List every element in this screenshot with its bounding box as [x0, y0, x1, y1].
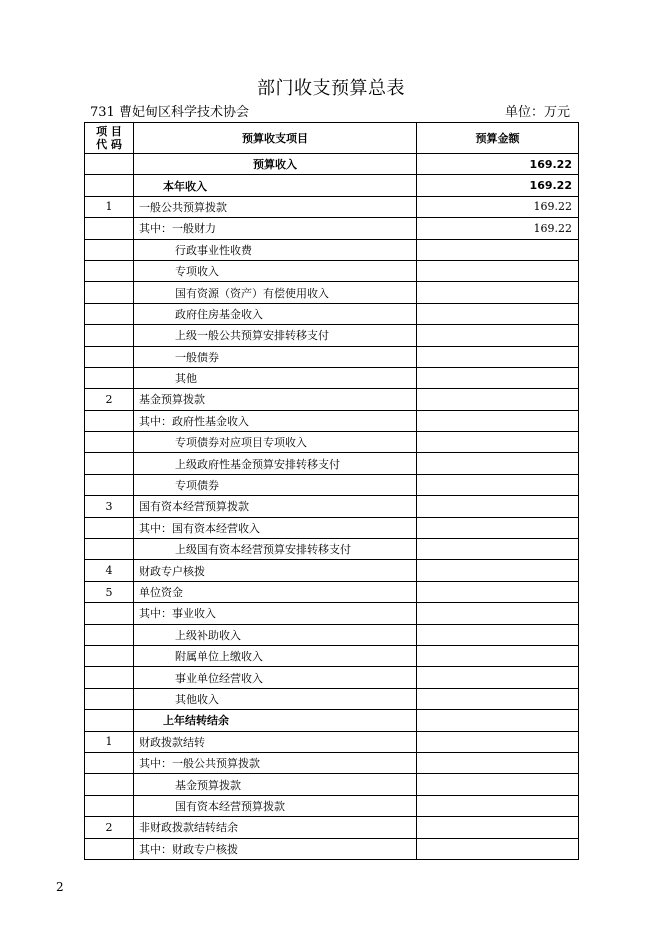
- row-code: [85, 154, 134, 175]
- row-code: [85, 688, 134, 709]
- table-row: [85, 645, 579, 666]
- table-row: [85, 752, 579, 773]
- row-label: 上级政府性基金预算安排转移支付: [134, 453, 417, 474]
- row-label: 事业单位经营收入: [134, 667, 417, 688]
- row-label: 行政事业性收费: [134, 239, 417, 260]
- row-amount: [417, 282, 579, 303]
- row-label: 上级一般公共预算安排转移支付: [134, 325, 417, 346]
- table-row: [85, 560, 579, 581]
- row-code: [85, 346, 134, 367]
- table-row: [85, 175, 579, 196]
- row-amount: [417, 239, 579, 260]
- row-code: [85, 175, 134, 196]
- row-amount: [417, 603, 579, 624]
- header-code-line1: 项 目: [96, 125, 122, 138]
- row-amount: [417, 667, 579, 688]
- row-label: 非财政拨款结转结余: [134, 817, 417, 838]
- row-label: 一般债券: [134, 346, 417, 367]
- table-row: [85, 688, 579, 709]
- row-amount: 169.22: [417, 196, 579, 217]
- row-amount: [417, 710, 579, 731]
- row-code: [85, 795, 134, 816]
- row-code: [85, 410, 134, 431]
- row-amount: [417, 838, 579, 859]
- row-code: [85, 432, 134, 453]
- row-amount: [417, 688, 579, 709]
- table-row: [85, 731, 579, 752]
- row-label: 本年收入: [134, 175, 417, 196]
- row-amount: [417, 325, 579, 346]
- table-row: [85, 474, 579, 495]
- row-label: 其中：国有资本经营收入: [134, 517, 417, 538]
- row-code: 4: [85, 560, 134, 581]
- row-code: 3: [85, 496, 134, 517]
- row-label: 附属单位上缴收入: [134, 645, 417, 666]
- row-amount: 169.22: [417, 154, 579, 175]
- row-label: 其中：一般财力: [134, 218, 417, 239]
- row-code: [85, 517, 134, 538]
- row-label: 一般公共预算拨款: [134, 196, 417, 217]
- row-code: [85, 774, 134, 795]
- row-label: 其他收入: [134, 688, 417, 709]
- row-label: 其中：一般公共预算拨款: [134, 752, 417, 773]
- row-code: [85, 624, 134, 645]
- row-amount: [417, 731, 579, 752]
- row-amount: [417, 581, 579, 602]
- row-label: 其中：事业收入: [134, 603, 417, 624]
- table-row: [85, 260, 579, 281]
- row-label: 财政拨款结转: [134, 731, 417, 752]
- table-row: [85, 710, 579, 731]
- row-amount: [417, 624, 579, 645]
- row-code: [85, 474, 134, 495]
- row-code: [85, 667, 134, 688]
- row-label: 国有资源（资产）有偿使用收入: [134, 282, 417, 303]
- row-label: 专项债券: [134, 474, 417, 495]
- row-label: 预算收入: [134, 154, 417, 175]
- row-amount: [417, 539, 579, 560]
- header-code: [85, 123, 134, 154]
- row-amount: [417, 303, 579, 324]
- row-code: [85, 453, 134, 474]
- row-amount: [417, 432, 579, 453]
- row-amount: [417, 645, 579, 666]
- row-label: 专项债券对应项目专项收入: [134, 432, 417, 453]
- row-label: 基金预算拨款: [134, 389, 417, 410]
- table-row: [85, 389, 579, 410]
- table-row: [85, 303, 579, 324]
- row-code: [85, 260, 134, 281]
- table-row: [85, 218, 579, 239]
- row-code: [85, 603, 134, 624]
- row-amount: [417, 752, 579, 773]
- table-row: [85, 196, 579, 217]
- row-amount: [417, 496, 579, 517]
- row-amount: [417, 367, 579, 388]
- row-amount: 169.22: [417, 218, 579, 239]
- row-label: 其他: [134, 367, 417, 388]
- row-amount: [417, 346, 579, 367]
- row-code: [85, 325, 134, 346]
- row-amount: [417, 453, 579, 474]
- table-row: [85, 325, 579, 346]
- table-row: [85, 838, 579, 859]
- row-code: [85, 303, 134, 324]
- row-label: 政府住房基金收入: [134, 303, 417, 324]
- table-row: [85, 774, 579, 795]
- table-row: [85, 624, 579, 645]
- row-code: 2: [85, 389, 134, 410]
- row-label: 国有资本经营预算拨款: [134, 795, 417, 816]
- row-label: 其中：政府性基金收入: [134, 410, 417, 431]
- row-label: 国有资本经营预算拨款: [134, 496, 417, 517]
- row-code: [85, 282, 134, 303]
- row-label: 基金预算拨款: [134, 774, 417, 795]
- row-label: 上级国有资本经营预算安排转移支付: [134, 539, 417, 560]
- row-code: [85, 710, 134, 731]
- row-code: [85, 218, 134, 239]
- row-amount: [417, 774, 579, 795]
- row-amount: [417, 560, 579, 581]
- table-row: [85, 367, 579, 388]
- table-header-row: [85, 123, 579, 154]
- row-code: 1: [85, 196, 134, 217]
- row-label: 上级补助收入: [134, 624, 417, 645]
- header-item: 预算收支项目: [134, 123, 417, 154]
- row-label: 上年结转结余: [134, 710, 417, 731]
- table-row: [85, 432, 579, 453]
- row-amount: [417, 410, 579, 431]
- table-row: [85, 410, 579, 431]
- row-amount: [417, 817, 579, 838]
- table-row: [85, 667, 579, 688]
- budget-table: [84, 122, 579, 860]
- header-code-line2: 代 码: [96, 138, 122, 151]
- row-code: 5: [85, 581, 134, 602]
- table-row: [85, 795, 579, 816]
- organization-name: 731 曹妃甸区科学技术协会: [90, 105, 249, 120]
- row-amount: [417, 517, 579, 538]
- table-row: [85, 517, 579, 538]
- table-row: [85, 154, 579, 175]
- row-code: 2: [85, 817, 134, 838]
- table-row: [85, 282, 579, 303]
- row-amount: [417, 474, 579, 495]
- table-row: [85, 346, 579, 367]
- row-amount: [417, 795, 579, 816]
- table-row: [85, 539, 579, 560]
- row-amount: 169.22: [417, 175, 579, 196]
- row-amount: [417, 389, 579, 410]
- row-code: [85, 838, 134, 859]
- header-amount: 预算金额: [417, 123, 579, 154]
- row-amount: [417, 260, 579, 281]
- row-label: 财政专户核拨: [134, 560, 417, 581]
- table-row: [85, 239, 579, 260]
- row-code: [85, 752, 134, 773]
- table-row: [85, 581, 579, 602]
- page-number: 2: [56, 880, 64, 894]
- row-label: 专项收入: [134, 260, 417, 281]
- row-code: [85, 367, 134, 388]
- row-code: [85, 539, 134, 560]
- table-row: [85, 603, 579, 624]
- row-code: [85, 645, 134, 666]
- table-row: [85, 496, 579, 517]
- table-row: [85, 453, 579, 474]
- row-label: 其中：财政专户核拨: [134, 838, 417, 859]
- page-title: 部门收支预算总表: [257, 78, 405, 99]
- row-code: [85, 239, 134, 260]
- table-row: [85, 817, 579, 838]
- row-code: 1: [85, 731, 134, 752]
- unit-label: 单位：万元: [505, 105, 571, 120]
- row-label: 单位资金: [134, 581, 417, 602]
